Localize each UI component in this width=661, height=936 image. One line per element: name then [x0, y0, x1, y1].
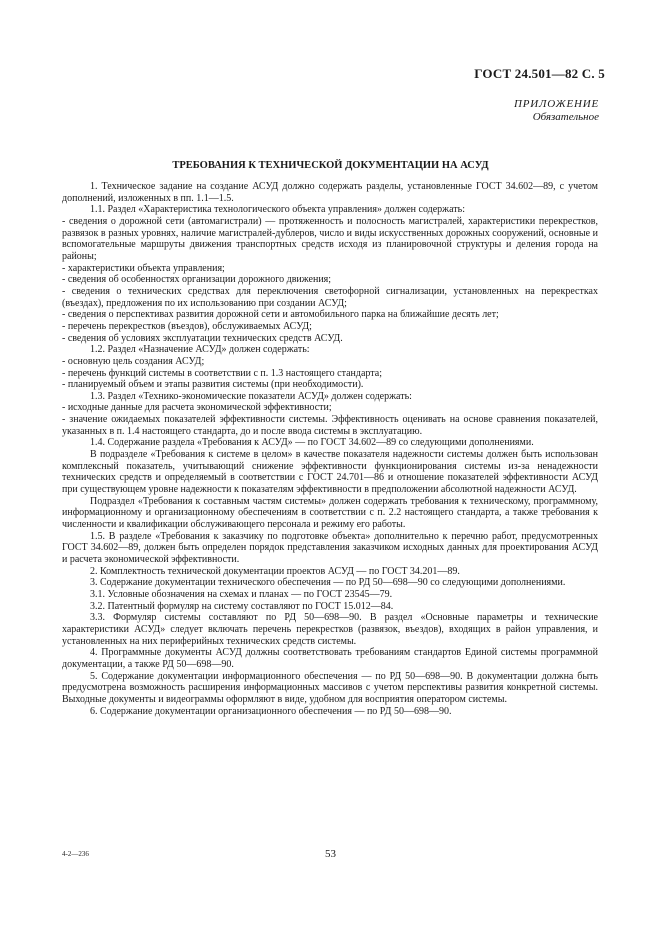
paragraph: 3.1. Условные обозначения на схемах и планах — по ГОСТ 23545—79.: [90, 588, 393, 600]
paragraph: 6. Содержание документации организационного обеспечения — по РД 50—698—90.: [90, 705, 452, 717]
appendix-block: [514, 98, 599, 124]
page-number: 53: [325, 848, 336, 860]
paragraph: 3.3. Формуляр системы составляют по РД 50—698—90. В раздел «Основные параметры и технические характеристики АСУД» следует включать перечень перекрестков (развязок, въездов), входящих в район управления, и установленных на них периферийных технических средств системы.: [62, 612, 598, 647]
document-body: [62, 181, 598, 717]
paragraph: 4. Программные документы АСУД должны соответствовать требованиям стандартов Единой системы программной документации, а также РД 50—698—90.: [62, 647, 598, 670]
paragraph: 1. Техническое задание на создание АСУД должно содержать разделы, установленные ГОСТ 34.602—89, с учетом дополнений, изложенных в пп. 1.1—1.5.: [62, 181, 598, 204]
paragraph: - планируемый объем и этапы развития системы (при необходимости).: [62, 379, 364, 391]
appendix-status: Обязательное: [532, 111, 599, 123]
paragraph: 1.2. Раздел «Назначение АСУД» должен содержать:: [90, 344, 310, 356]
appendix-label: ПРИЛОЖЕНИЕ: [514, 98, 599, 110]
footer-print-code: 4-2—236: [62, 850, 89, 858]
paragraph: Подраздел «Требования к составным частям системы» должен содержать требования к техническому, программному, информационному и организационному обеспечениям в соответствии с п. 2.2 настоящего стандарта, а также требования к численности и квалификации обслуживающего персонала и режиму его работы.: [62, 495, 598, 531]
paragraph: - сведения о дорожной сети (автомагистрали) — протяженность и полосность магистралей, характеристики перекрестков, развязок в разных уровнях, наличие магистралей-дублеров, число и виды искусственных дорожных сооружений, основные и вспомогательные маршруты движения транспортных средств исходя из планировочной структуры и деления города на районы;: [62, 215, 598, 262]
paragraph: В подразделе «Требования к системе в целом» в качестве показателя надежности системы должен быть использован комплексный показатель, учитывающий снижение эффективности функционирования системы из-за ненадежности технических средств и определяемый в соответствии с ГОСТ 24.701—86 и отношение показателей эффективности АСУД при существующем уровне надежности к показателям эффективности в предположении абсолютной надежности АСУД.: [62, 449, 598, 496]
paragraph: - исходные данные для расчета экономической эффективности;: [62, 402, 332, 414]
paragraph: - сведения об особенностях организации дорожного движения;: [62, 274, 332, 286]
paragraph: 2. Комплектность технической документации проектов АСУД — по ГОСТ 34.201—89.: [90, 565, 460, 577]
paragraph: - сведения о технических средствах для переключения светофорной сигнализации, установленных на перекрестках (въездах), предложения по их использованию при создании АСУД;: [62, 285, 598, 309]
document-title: ТРЕБОВАНИЯ К ТЕХНИЧЕСКОЙ ДОКУМЕНТАЦИИ НА АСУД: [172, 160, 489, 171]
standard-header: ГОСТ 24.501—82 С. 5: [474, 66, 605, 81]
paragraph: 1.4. Содержание раздела «Требования к АСУД» — по ГОСТ 34.602—89 со следующими дополнениями.: [90, 437, 534, 449]
paragraph: - основную цель создания АСУД;: [62, 355, 205, 367]
paragraph: 5. Содержание документации информационного обеспечения — по РД 50—698—90. В документации должна быть предусмотрена возможность расширения информационных массивов с учетом перспективы развития конкретной системы. Выходные документы и видеограммы оформляют в виде, удобном для восприятия оператором системы.: [62, 670, 598, 705]
paragraph: 1.5. В разделе «Требования к заказчику по подготовке объекта» дополнительно к перечню работ, предусмотренных ГОСТ 34.602—89, должен быть определен порядок представления заказчиком исходных данных для проектирования АСУД и расчета экономической эффективности.: [62, 530, 598, 565]
paragraph: 1.1. Раздел «Характеристика технологического объекта управления» должен содержать:: [90, 204, 465, 216]
paragraph: - перечень функций системы в соответствии с п. 1.3 настоящего стандарта;: [62, 367, 382, 379]
paragraph: 1.3. Раздел «Технико-экономические показатели АСУД» должен содержать:: [90, 390, 412, 402]
paragraph: 3.2. Патентный формуляр на систему составляют по ГОСТ 15.012—84.: [90, 600, 394, 612]
paragraph: - сведения об условиях эксплуатации технических средств АСУД.: [62, 332, 343, 344]
paragraph: - значение ожидаемых показателей эффективности системы. Эффективность оценивать на основе сравнения показателей, указанных в п. 1.4 настоящего стандарта, до и после ввода системы в эксплуатацию.: [62, 414, 598, 437]
paragraph: - характеристики объекта управления;: [62, 262, 225, 274]
paragraph: 3. Содержание документации технического обеспечения — по РД 50—698—90 со следующими дополнениями.: [90, 577, 566, 589]
paragraph: - перечень перекрестков (въездов), обслуживаемых АСУД;: [62, 320, 312, 332]
paragraph: - сведения о перспективах развития дорожной сети и автомобильного парка на ближайшие десять лет;: [62, 309, 499, 321]
